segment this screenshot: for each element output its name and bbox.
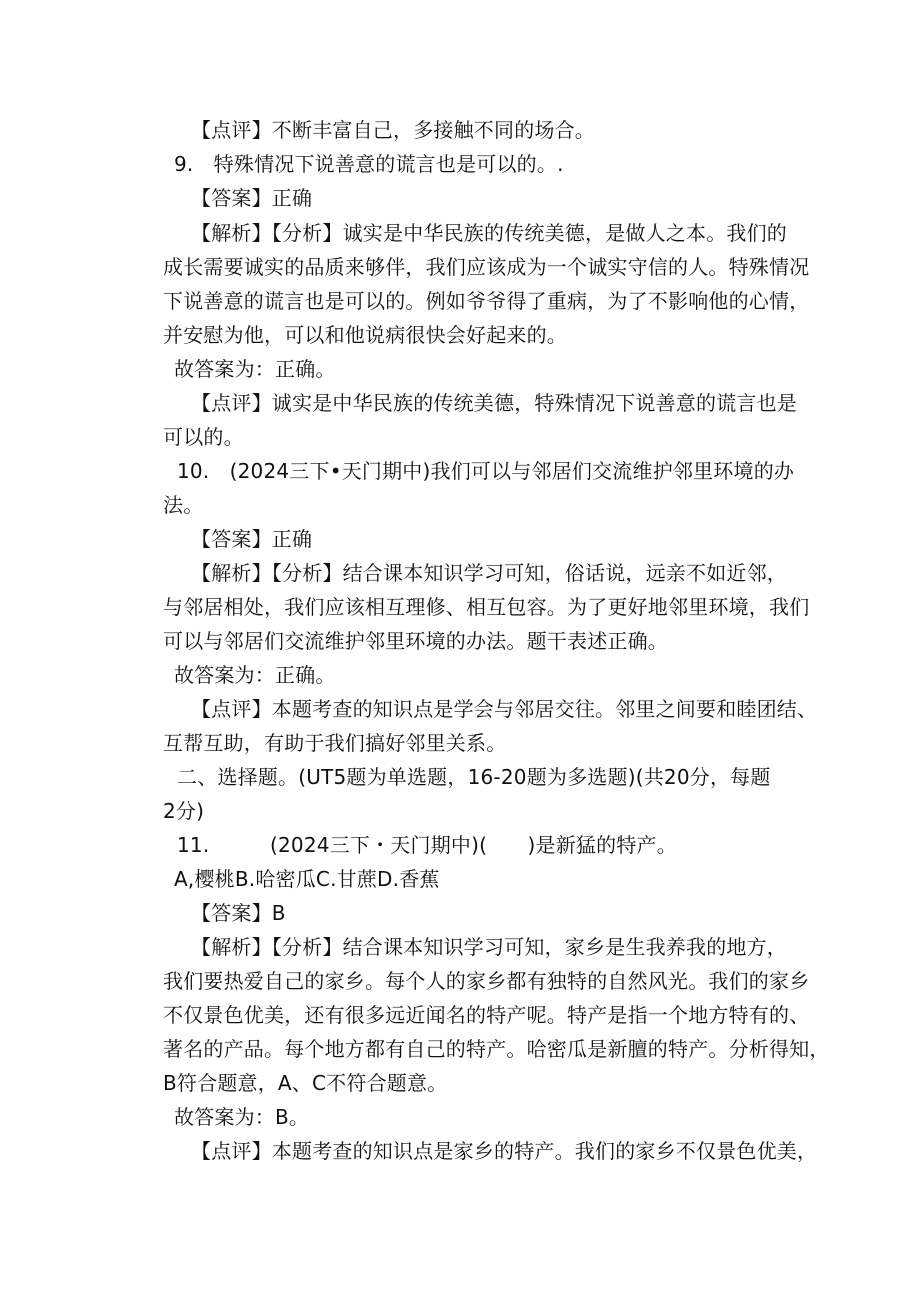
text-line: 我们要热爱自己的家乡。每个人的家乡都有独特的自然风光。我们的家乡: [163, 969, 810, 993]
answer-label: 【答案】B: [191, 901, 286, 925]
text-line: 并安慰为他，可以和他说病很快会好起来的。: [163, 323, 567, 347]
text-line: 故答案为：正确。: [174, 663, 336, 687]
text-line: 成长需要诚实的品质来够伴，我们应该成为一个诚实守信的人。特殊情况: [163, 255, 810, 279]
answer-label: 【答案】正确: [191, 186, 313, 210]
text-line: 【点评】不断丰富自己，多接触不同的场合。: [191, 118, 595, 142]
text-line: 故答案为：B。: [174, 1105, 310, 1129]
text-line: 下说善意的谎言也是可以的。例如爷爷得了重病，为了不影响他的心情，: [163, 289, 810, 313]
text-line: 法。: [163, 493, 204, 517]
text-line: 与邻居相处，我们应该相互理修、相互包容。为了更好地邻里环境，我们: [163, 595, 810, 619]
text-line: 【点评】本题考查的知识点是学会与邻居交往。邻里之间要和睦团结、: [191, 697, 818, 721]
text-line: 可以与邻居们交流维护邻里环境的办法。题干表述正确。: [163, 629, 668, 653]
answer-label: 【答案】正确: [191, 527, 313, 551]
text-line: 故答案为：正确。: [174, 357, 336, 381]
text-line: 著名的产品。每个地方都有自己的特产。哈密瓜是新膻的特产。分析得知，: [163, 1037, 830, 1061]
text-line: 【解析】【分析】诚实是中华民族的传统美德，是做人之本。我们的: [191, 221, 787, 245]
text-line: 【点评】本题考查的知识点是家乡的特产。我们的家乡不仅景色优美，: [191, 1139, 818, 1163]
text-line: B符合题意，A、C不符合题意。: [163, 1071, 448, 1095]
text-line: 【点评】诚实是中华民族的传统美德，特殊情况下说善意的谎言也是: [191, 391, 797, 415]
text-line: 【解析】【分析】结合课本知识学习可知，俗话说，远亲不如近邻，: [191, 561, 787, 585]
text-line: 不仅景色优美，还有很多远近闻名的特产呢。特产是指一个地方特有的、: [163, 1003, 810, 1027]
section-heading: 二、选择题。(UT5题为单选题，16-20题为多选题)(共20分，每题: [177, 765, 771, 789]
text-line: 互帮互助，有助于我们搞好邻里关系。: [163, 731, 507, 755]
text-line: 【解析】【分析】结合课本知识学习可知，家乡是生我养我的地方，: [191, 935, 787, 959]
text-line: 2分): [163, 799, 205, 823]
text-line: 可以的。: [163, 425, 244, 449]
question-11: 11. (2024三下・天门期中)( )是新猛的特产。: [177, 833, 677, 857]
question-9: 9. 特殊情况下说善意的谎言也是可以的。.: [174, 152, 564, 176]
question-10: 10. (2024三下•天门期中)我们可以与邻居们交流维护邻里环境的办: [177, 459, 795, 483]
options-line: A,樱桃B.哈密瓜C.甘蔗D.香蕉: [174, 867, 440, 891]
